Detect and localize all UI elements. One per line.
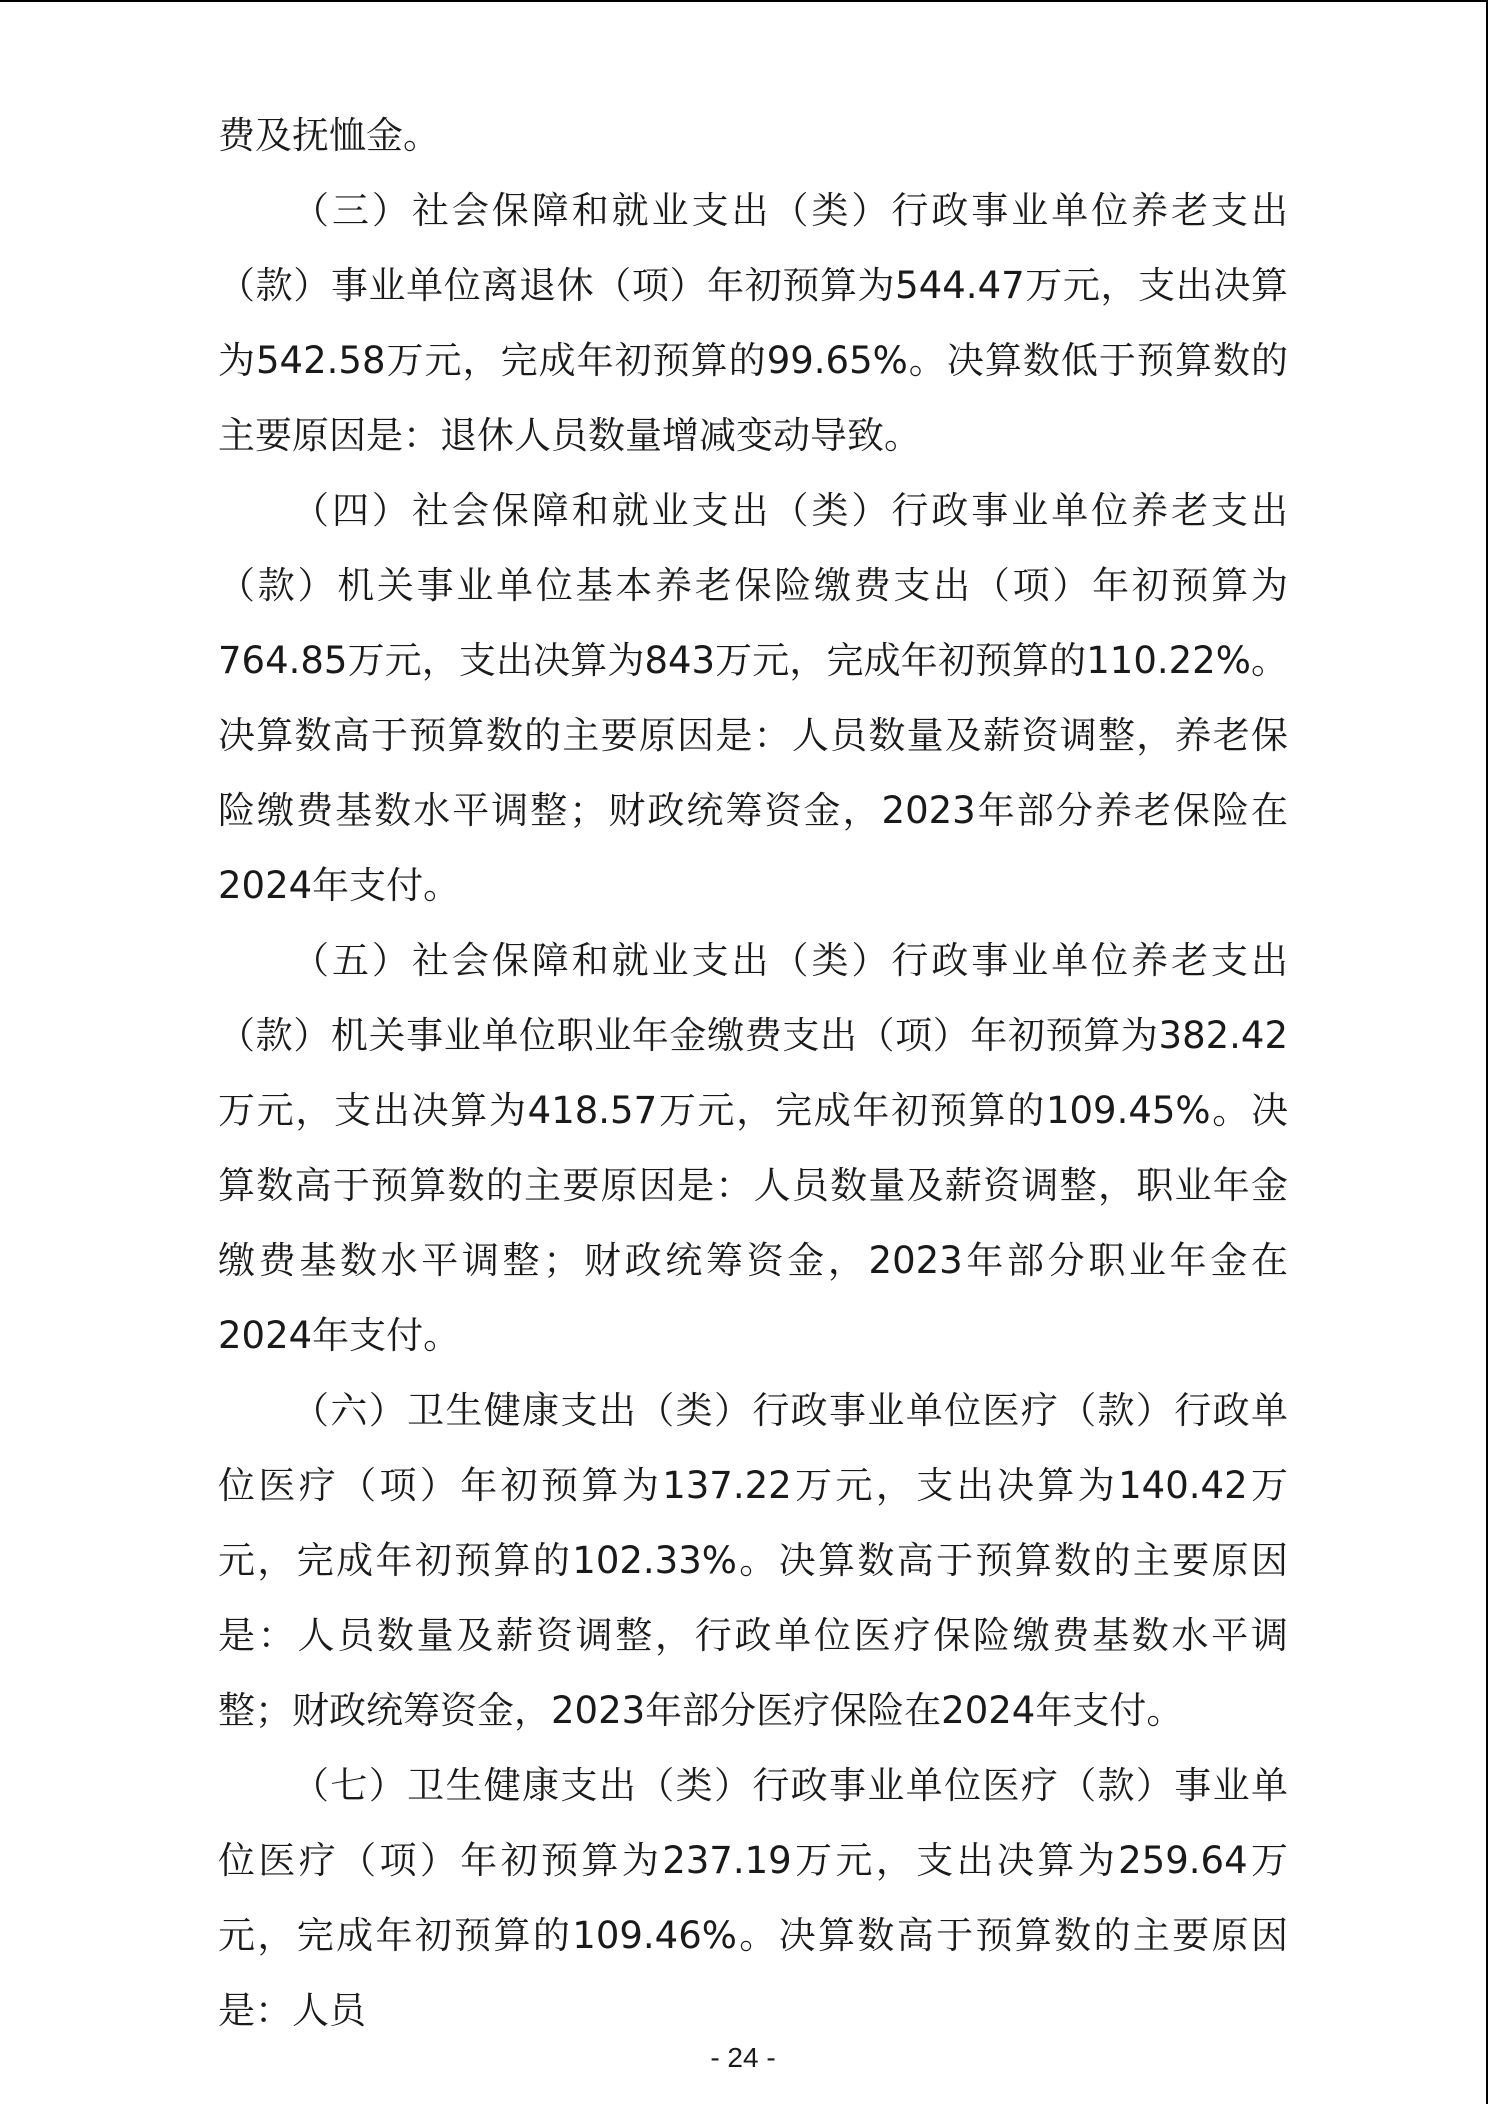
paragraph-item-4: （四）社会保障和就业支出（类）行政事业单位养老支出（款）机关事业单位基本养老保险缴费支出（项）年初预算为764.85万元，支出决算为843万元，完成年初预算的110.22%。决算数高于预算数的主要原因是：人员数量及薪资调整，养老保险缴费基数水平调整；财政统筹资金，2023年部分养老保险在2024年支付。 xyxy=(218,489,1288,907)
paragraph-item-7: （七）卫生健康支出（类）行政事业单位医疗（款）事业单位医疗（项）年初预算为237.19万元，支出决算为259.64万元，完成年初预算的109.46%。决算数高于预算数的主要原因是：人员 xyxy=(218,1764,1288,2032)
paragraph-item-6: （六）卫生健康支出（类）行政事业单位医疗（款）行政单位医疗（项）年初预算为137.22万元，支出决算为140.42万元，完成年初预算的102.33%。决算数高于预算数的主要原因是：人员数量及薪资调整，行政单位医疗保险缴费基数水平调整；财政统筹资金，2023年部分医疗保险在2024年支付。 xyxy=(218,1389,1288,1732)
page-number: - 24 - xyxy=(710,2042,776,2073)
paragraph-continuation: 费及抚恤金。 xyxy=(218,114,440,157)
paragraph-item-3: （三）社会保障和就业支出（类）行政事业单位养老支出（款）事业单位离退休（项）年初预算为544.47万元，支出决算为542.58万元，完成年初预算的99.65%。决算数低于预算数的主要原因是：退休人员数量增减变动导致。 xyxy=(218,189,1288,457)
paragraph-item-5: （五）社会保障和就业支出（类）行政事业单位养老支出（款）机关事业单位职业年金缴费支出（项）年初预算为382.42万元，支出决算为418.57万元，完成年初预算的109.45%。决算数高于预算数的主要原因是：人员数量及薪资调整，职业年金缴费基数水平调整；财政统筹资金，2023年部分职业年金在2024年支付。 xyxy=(218,939,1288,1357)
document-body xyxy=(218,98,1288,2048)
